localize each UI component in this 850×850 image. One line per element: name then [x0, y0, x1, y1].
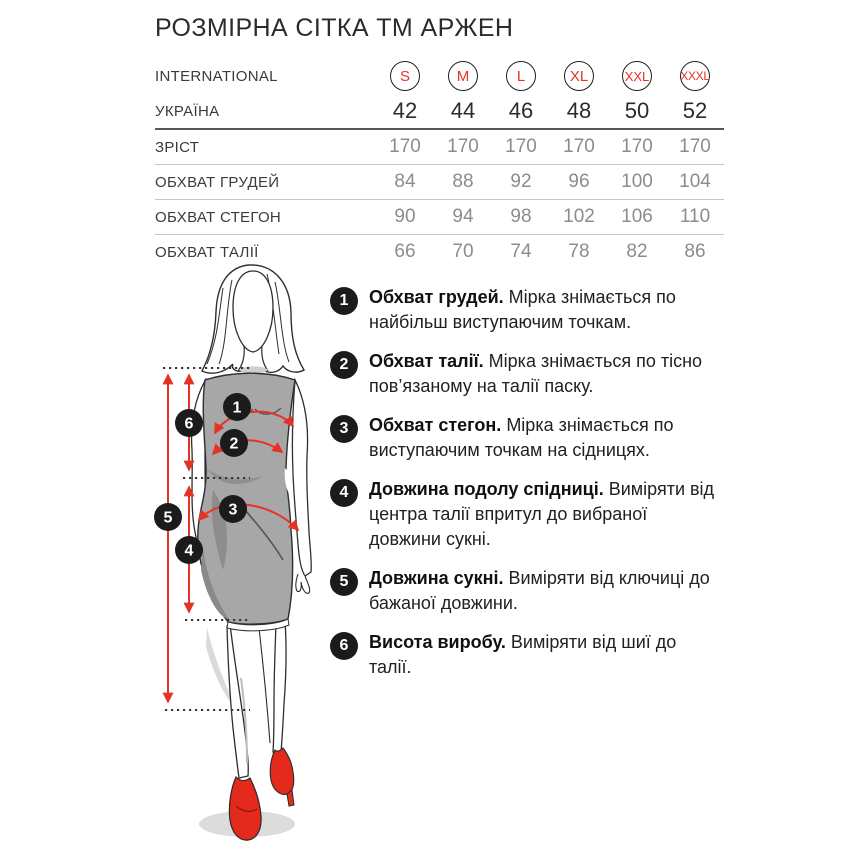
svg-text:2: 2	[229, 435, 239, 453]
legend-desc: Мірка знімається по виступаючим точкам на сідницях.	[369, 415, 674, 460]
table-row-international	[155, 58, 724, 94]
table-body	[155, 128, 724, 269]
legend-title: Довжина подолу спідниці.	[369, 479, 604, 499]
cell: 74	[510, 241, 532, 262]
cell: 90	[394, 206, 416, 227]
legend-desc: Виміряти від шиї до талії.	[369, 632, 677, 677]
cell: 98	[510, 206, 532, 227]
row-label-international: INTERNATIONAL	[155, 67, 278, 85]
figure-marker-4	[175, 536, 203, 564]
legend-item-3	[330, 413, 725, 463]
table-row-bust	[155, 165, 724, 200]
svg-text:1: 1	[232, 399, 242, 417]
legend-badge-4: 4	[330, 479, 358, 507]
legend-item-4	[330, 477, 725, 552]
legend-title: Висота виробу.	[369, 632, 506, 652]
legend-badge-3: 3	[330, 415, 358, 443]
cell: 70	[452, 241, 474, 262]
figure-marker-5	[154, 503, 182, 531]
svg-text:6: 6	[184, 415, 194, 433]
legend-item-1	[330, 285, 725, 335]
cell: 82	[626, 241, 648, 262]
size-badge-xl: XL	[564, 61, 594, 91]
ua-size: 50	[624, 98, 650, 123]
legend-badge-5: 5	[330, 568, 358, 596]
cell: 170	[505, 136, 537, 157]
table-row-ukraine	[155, 94, 724, 128]
cell: 170	[679, 136, 711, 157]
svg-text:5: 5	[163, 509, 173, 527]
legend-item-2	[330, 349, 725, 399]
cell: 104	[679, 171, 711, 192]
row-label-ukraine: УКРАЇНА	[155, 102, 220, 120]
legend-badge-6: 6	[330, 632, 358, 660]
svg-text:4: 4	[184, 542, 194, 560]
size-badge-l: L	[506, 61, 536, 91]
cell: 84	[394, 171, 416, 192]
cell: 100	[621, 171, 653, 192]
legend-title: Обхват грудей.	[369, 287, 504, 307]
legend-desc: Виміряти від центра талії впритул до вибраної довжини сукні.	[369, 479, 715, 549]
cell: 110	[679, 206, 711, 227]
measurement-legend	[330, 285, 725, 680]
cell: 92	[510, 171, 532, 192]
figure-illustration	[135, 258, 345, 850]
ua-size: 52	[682, 98, 708, 123]
ua-size: 42	[392, 98, 418, 123]
cell: 66	[394, 241, 416, 262]
cell: 170	[447, 136, 479, 157]
size-badge-s: S	[390, 61, 420, 91]
svg-text:3: 3	[228, 501, 238, 519]
legend-desc: Мірка знімається по тісно пов’язаному на талії паску.	[369, 351, 703, 396]
right-arm	[292, 380, 311, 593]
legend-desc: Виміряти від ключиці до бажаної довжини.	[369, 568, 710, 613]
cell: 170	[621, 136, 653, 157]
ua-size: 44	[450, 98, 476, 123]
ua-size: 46	[508, 98, 534, 123]
cell: 78	[568, 241, 590, 262]
row-label: ОБХВАТ СТЕГОН	[155, 208, 282, 226]
legend-item-6	[330, 630, 725, 680]
legend-badge-2: 2	[330, 351, 358, 379]
figure-marker-6	[175, 409, 203, 437]
size-badge-xxl: XXL	[622, 61, 652, 91]
cell: 86	[684, 241, 706, 262]
legend-title: Довжина сукні.	[369, 568, 504, 588]
size-table	[155, 58, 724, 269]
size-badge-xxxl: XXXL	[680, 61, 710, 91]
figure-marker-1	[223, 393, 251, 421]
cell: 94	[452, 206, 474, 227]
cell: 170	[389, 136, 421, 157]
ua-size: 48	[566, 98, 592, 123]
cell: 170	[563, 136, 595, 157]
row-label: ОБХВАТ ГРУДЕЙ	[155, 173, 280, 191]
page-title: РОЗМІРНА СІТКА ТМ АРЖЕН	[155, 14, 514, 42]
figure-marker-2	[220, 429, 248, 457]
row-label: ОБХВАТ ТАЛІЇ	[155, 243, 259, 261]
cell: 96	[568, 171, 590, 192]
legend-title: Обхват талії.	[369, 351, 484, 371]
row-label: ЗРІСТ	[155, 138, 200, 156]
cell: 106	[621, 206, 653, 227]
legend-desc: Мірка знімається по найбільш виступаючим точкам.	[369, 287, 676, 332]
legend-title: Обхват стегон.	[369, 415, 502, 435]
figure-marker-3	[219, 495, 247, 523]
size-badge-m: M	[448, 61, 478, 91]
table-row-hips	[155, 200, 724, 235]
table-row-height	[155, 130, 724, 165]
cell: 102	[563, 206, 595, 227]
legend-item-5	[330, 566, 725, 616]
legend-badge-1: 1	[330, 287, 358, 315]
cell: 88	[452, 171, 474, 192]
